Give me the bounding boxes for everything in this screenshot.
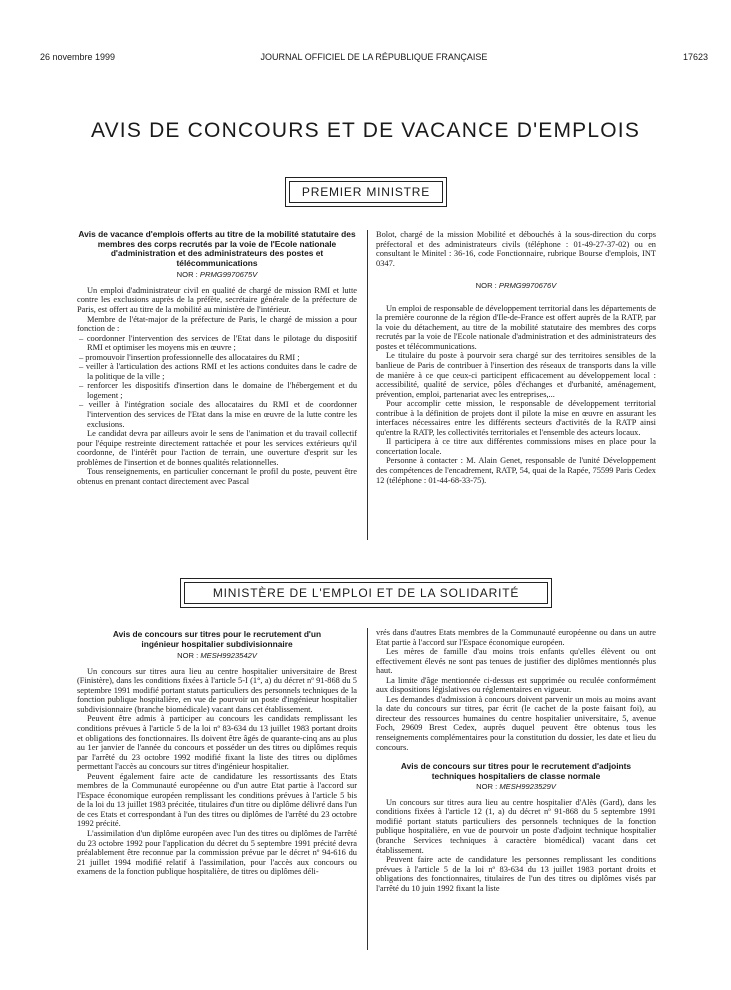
mission-list [77, 334, 357, 429]
section1-right-column [376, 230, 656, 485]
nor-label: NOR : [177, 651, 199, 661]
column-divider [367, 230, 368, 540]
paragraph: Peuvent faire acte de candidature les personnes remplissant les conditions prévues à l'article 5 de la loi nº 83-634 du 13 juillet 1983 portant droits et obligations des fonctionnaires, titulaires de l'un des titres ou diplômes visés par l'arrêté du 10 juin 1992 fixant la liste [376, 855, 656, 893]
list-item: – renforcer les dispositifs d'insertion dans le domaine de l'hébergement et du logement ; [77, 381, 357, 400]
ministry-box-premier-ministre [285, 177, 447, 207]
article-title: Avis de concours sur titres pour le recrutement d'adjoints techniques hospitaliers de classe normale [400, 761, 632, 781]
paragraph: Peuvent également faire acte de candidature les ressortissants des Etats membres de la Communauté européenne ou d'un autre Etat partie à l'accord sur l'Espace économique européen remplissant les conditions prévues à l'article 5 bis de la loi du 13 juillet 1983 précitée, titulaires d'un titre ou diplôme délivré dans l'un de ces Etats et correspondant à l'un des titres ou diplômes de l'arrêté du 23 octobre 1992 précité. [77, 771, 357, 829]
paragraph: L'assimilation d'un diplôme européen avec l'un des titres ou diplômes de l'arrêté du 23 octobre 1992 pour l'application du décret du 5 septembre 1991 précité devra préalablement être reconnue par la commission prévue par le décret nº 94-616 du 21 juillet 1994 modifié relatif à l'assimilation, pour l'accès aux concours ou examens de la fonction publique hospitalière, de titres ou diplômes déli- [77, 829, 357, 877]
list-item: – veiller à l'articulation des actions RMI et les actions conduites dans le cadre de la politique de la ville ; [77, 362, 357, 381]
nor-reference [77, 270, 357, 280]
nor-code: PRMG9970676V [498, 281, 557, 291]
header-page-number: 17623 [682, 52, 708, 62]
paragraph: Le titulaire du poste à pourvoir sera chargé sur des territoires sensibles de la banlieue de Paris de contribuer à l'insertion des réseaux de transports dans la ville de manière à ce que ceux-ci participent efficacement au développement local : accessibilité, qualité de service, pôles d'échanges et d'urbanité, aménagement, prévention, emploi, partenariat avec les entreprises,... [376, 351, 656, 399]
ministry-box-inner [289, 181, 443, 203]
section2-right-column [376, 628, 656, 893]
ministry-name: MINISTÈRE DE L'EMPLOI ET DE LA SOLIDARITÉ [212, 586, 520, 600]
nor-reference [77, 651, 357, 661]
paragraph: Les mères de famille d'au moins trois enfants qu'elles élèvent ou ont effectivement élevés ne sont pas tenues de justifier des diplômes mentionnés plus haut. [376, 647, 656, 676]
paragraph: Le candidat devra par ailleurs avoir le sens de l'animation et du travail collectif pour l'équipe restreinte directement rattachée et pour les services extérieurs qu'il coordonne, de l'intérêt pour l'action de terrain, une ouverture d'esprit sur les problèmes de l'insertion et de bonnes qualités relationnelles. [77, 429, 357, 467]
article-title: Avis de concours sur titres pour le recrutement d'un ingénieur hospitalier subdivisionnaire [112, 629, 322, 649]
paragraph: Peuvent être admis à participer au concours les candidats remplissant les conditions prévues à l'article 5 de la loi nº 83-634 du 13 juillet 1983 portant droits et obligations des fonctionnaires. Ils doivent être âgés de quarante-cinq ans au plus au 1er janvier de l'année du concours et posséder un des titres ou diplômes requis par l'arrêté du 23 octobre 1992 modifié fixant la liste des titres ou diplômes permettant l'accès au concours sur titres d'ingénieur hospitalier. [77, 714, 357, 772]
page-header [40, 52, 708, 66]
nor-label: NOR : [176, 270, 198, 280]
paragraph: Bolot, chargé de la mission Mobilité et débouchés à la sous-direction du corps préfectoral et des administrateurs civils (téléphone : 01-49-27-37-02) ou en consultant le Minitel : 36-16, code Fonctionnaire, rubrique Bourse d'emplois, INT 0347. [376, 230, 656, 268]
paragraph: Il participera à ce titre aux différentes commissions mises en place pour la concertation locale. [376, 437, 656, 456]
paragraph: Personne à contacter : M. Alain Genet, responsable de l'unité Développement des compétences de l'encadrement, RATP, 54, quai de la Rapée, 75599 Paris Cedex 12 (téléphone : 01-44-68-33-75). [376, 456, 656, 485]
nor-code: MESH9923542V [200, 651, 257, 661]
paragraph: Un concours sur titres aura lieu au centre hospitalier universitaire de Brest (Finistère), dans les conditions fixées à l'article 5-I (1°, a) du décret nº 91-868 du 5 septembre 1991 modifié portant statuts particuliers des personnels techniques de la fonction publique hospitalière, en vue de pourvoir un poste d'ingénieur hospitalier subdivisionnaire (branche biomédicale) vacant dans cet établissement. [77, 666, 357, 714]
column-divider [367, 628, 368, 950]
ministry-box-inner [184, 582, 548, 604]
nor-code: MESH9923529V [499, 782, 556, 792]
nor-reference [376, 281, 656, 291]
paragraph: vrés dans d'autres Etats membres de la Communauté européenne ou dans un autre Etat partie à l'accord sur l'Espace économique européen. [376, 628, 656, 647]
paragraph: La limite d'âge mentionnée ci-dessus est supprimée ou reculée conformément aux dispositions législatives ou réglementaires en vigueur. [376, 675, 656, 695]
ministry-box-emploi-solidarite [180, 578, 552, 608]
article-title: Avis de vacance d'emplois offerts au titre de la mobilité statutaire des membres des corps recrutés par la voie de l'Ecole nationale d'administration et des administrateurs des postes et télécommunications [78, 229, 356, 268]
nor-label: NOR : [476, 782, 498, 792]
paragraph: Membre de l'état-major de la préfecture de Paris, le chargé de mission a pour fonction de : [77, 314, 357, 334]
header-date: 26 novembre 1999 [40, 52, 116, 62]
list-item: – promouvoir l'insertion professionnelle des allocataires du RMI ; [77, 353, 357, 363]
nor-code: PRMG9970675V [199, 270, 258, 280]
paragraph: Un emploi d'administrateur civil en qualité de chargé de mission RMI et lutte contre les exclusions auprès de la préfète, secrétaire générale de la préfecture de Paris, est offert au titre de la mobilité au ministère de l'intérieur. [77, 285, 357, 315]
nor-reference [376, 782, 656, 792]
header-journal-title: JOURNAL OFFICIEL DE LA RÉPUBLIQUE FRANÇAISE [260, 52, 488, 62]
ministry-name: PREMIER MINISTRE [301, 185, 431, 199]
list-item: – veiller à l'intégration sociale des allocataires du RMI et de coordonner l'intervention des services de l'Etat dans la mise en œuvre de la lutte contre les exclusions. [77, 400, 357, 429]
section1-left-column [77, 230, 357, 486]
paragraph: Un concours sur titres aura lieu au centre hospitalier d'Alès (Gard), dans les conditions fixées à l'article 12 (1, a) du décret nº 91-868 du 5 septembre 1991 modifié portant statuts particuliers des personnels techniques de la fonction publique hospitalière, en vue de pourvoir un poste d'adjoint technique hospitalier (branche Services techniques à caractère biomédical) vacant dans cet établissement. [376, 797, 656, 855]
list-item: – coordonner l'intervention des services de l'Etat dans le pilotage du dispositif RMI et optimiser les moyens mis en œuvre ; [77, 334, 357, 353]
paragraph: Tous renseignements, en particulier concernant le profil du poste, peuvent être obtenus en prenant contact directement avec Pascal [77, 467, 357, 486]
paragraph: Un emploi de responsable de développement territorial dans les départements de la première couronne de la région d'Ile-de-France est offert auprès de la RATP, par la voie du détachement, au titre de la mobilité statutaire des membres des corps recrutés par la voie de l'Ecole nationale d'administration et des administrateurs des postes et télécommunications. [376, 303, 656, 351]
paragraph: Pour accomplir cette mission, le responsable de développement territorial contribue à la définition de projets dont il pilote la mise en œuvre en assurant les interfaces nécessaires entre les différents secteurs d'activités de la RATP ainsi qu'entre la RATP, les collectivités territoriales et l'ensemble des acteurs locaux. [376, 399, 656, 437]
nor-label: NOR : [475, 281, 497, 291]
paragraph: Les demandes d'admission à concours doivent parvenir un mois au moins avant la date du concours sur titres, par écrit (le cachet de la poste faisant foi), au directeur des ressources humaines du centre hospitalier universitaire, 5, avenue Foch, 29609 Brest Cedex, auprès duquel peuvent être obtenus tous les renseignements complémentaires pour la constitution du dossier, les date et lieu du concours. [376, 694, 656, 752]
main-title: AVIS DE CONCOURS ET DE VACANCE D'EMPLOIS [90, 119, 641, 142]
section2-left-column [77, 630, 357, 877]
